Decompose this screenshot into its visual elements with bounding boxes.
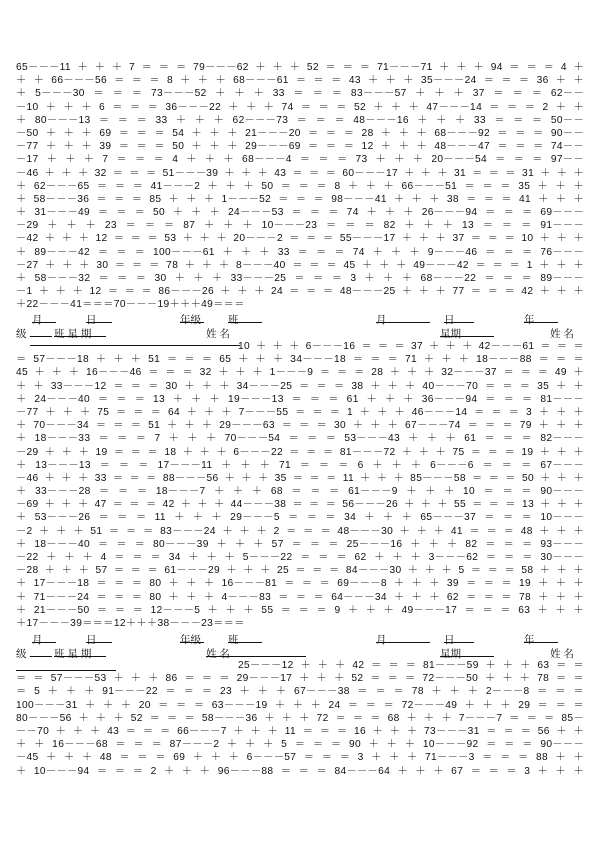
arithmetic-block-2	[16, 340, 584, 630]
blank-weekday[interactable]	[54, 646, 106, 657]
worksheet-line: ＋58－－－32＝＝＝30＋＋＋33－－－25＝＝＝3＋＋＋68－－－22＝＝＝89－－－	[16, 273, 584, 284]
worksheet-line: －17＋＋＋7＝＝＝4＋＋＋68－－－4＝＝＝73＋＋＋20－－－54＝＝＝97－－	[16, 154, 584, 166]
worksheet-line: ＋80－－－13＝＝＝33＋＋＋62－－－73＝＝＝48－－－16＋＋＋33＝＝＝50－－	[16, 114, 584, 126]
label-day: 日	[86, 634, 97, 646]
worksheet-line: 100－－－31＋＋＋20＝＝＝63－－－19＋＋＋24＝＝＝72－－－49＋＋＋29＝＝＝	[16, 699, 584, 711]
worksheet-line: 45＋＋＋16－－－46＝＝＝32＋＋＋1－－－9＝＝＝28＋＋＋32－－－37＝＝＝49＋	[16, 367, 584, 379]
worksheet-line: 10＋＋＋6－－－16＝＝＝37＋＋＋42－－－61＝＝＝	[238, 341, 584, 352]
worksheet-line: －45＋＋＋48＝＝＝69＋＋＋6－－－57＝＝＝3＋＋＋71－－－3＝＝＝88＋＋	[16, 752, 584, 764]
worksheet-line: －46＋＋＋33＝＝＝88－－－56＋＋＋35＝＝＝11＋＋＋85－－－58＝＝＝50＋＋＋	[16, 472, 584, 484]
worksheet-line: －29＋＋＋19＝＝＝18＋＋＋6－－－22＝＝＝81－－－72＋＋＋75＝＝＝19＋＋＋	[16, 446, 584, 458]
worksheet-line: ＋62－－－65＝＝＝41－－－2＋＋＋50＝＝＝8＋＋＋66－－－51＝＝＝35＋＋＋	[16, 180, 584, 192]
blank-weekday-right[interactable]	[440, 646, 494, 657]
worksheet-line: ＋18－－－33＝＝＝7＋＋＋70－－－54＝＝＝53－－－43＋＋＋61＝＝＝82－－－	[16, 433, 584, 445]
label-day-right: 日	[444, 634, 455, 646]
worksheet-line: ＝5＋＋＋91－－－22＝＝＝23＋＋＋67－－－38＝＝＝78＋＋＋2－－－8＝＝＝	[16, 686, 584, 698]
worksheet-line: ＋24－－－40＝＝＝13＋＋＋19－－－13＝＝＝61＋＋＋36－－－94＝＝＝81－－－	[16, 393, 584, 405]
worksheet-line: ＋＋16－－－68＝＝＝87－－－2＋＋＋5＝＝＝90＋＋＋10－－－92＝＝＝90－－－	[16, 739, 584, 751]
label-year-right: 年	[524, 314, 535, 326]
label-weekday-right: 星期	[440, 328, 461, 340]
label-grade: 年级	[180, 314, 201, 326]
worksheet-line: ＋18－－－40＝＝＝80－－－39＋＋＋57＝＝＝25－－－16＋＋＋82＝＝＝93－－－	[16, 538, 584, 550]
label-year-right: 年	[524, 634, 535, 646]
header-row-2	[16, 632, 584, 646]
worksheet-line: ＋89－－－42＝＝＝100－－－61＋＋＋33＝＝＝74＋＋＋9－－－46＝＝＝76－－－	[16, 246, 584, 258]
label-month-right: 月	[376, 314, 387, 326]
worksheet-line: ＋21－－－50＝＝＝12－－－5＋＋＋55＝＝＝9＋＋＋49－－－17＝＝＝63＋＋＋	[16, 604, 584, 616]
label-class: 班	[228, 634, 239, 646]
blank-weekday-right[interactable]	[440, 326, 494, 337]
worksheet-line: ＋10－－－94＝＝＝2＋＋＋96－－－88＝＝＝84－－－64＋＋＋67＝＝＝3＋＋＋	[16, 765, 584, 777]
worksheet-line: 25－－－12＋＋＋42＝＝＝81－－－59＋＋＋63＝＝	[238, 660, 584, 671]
label-class-weekday: 班 星 期	[54, 328, 92, 340]
worksheet-line: ＋17－－－39＝＝＝12＋＋＋38－－－23＝＝＝	[16, 617, 245, 629]
worksheet-line: －28＋＋＋57＝＝＝61－－－29＋＋＋25＝＝＝84－－－30＋＋＋5＝＝＝58＋＋＋	[16, 565, 584, 577]
label-month: 月	[32, 634, 43, 646]
label-class: 班	[228, 314, 239, 326]
worksheet-line: ＋＋33－－－12＝＝＝30＋＋＋34－－－25＝＝＝38＋＋＋40－－－70＝＝＝35＋＋	[16, 380, 584, 392]
worksheet-line: ＋13－－－13＝＝＝17－－－11＋＋＋71＝＝＝6＋＋＋6－－－6＝＝＝67－－－	[16, 459, 584, 471]
worksheet-line: ＋71－－－24＝＝＝80＋＋＋4－－－83＝＝＝64－－－34＋＋＋62＝＝＝78＋＋＋	[16, 591, 584, 603]
worksheet-line: ＋＋66－－－56＝＝＝8＋＋＋68－－－61＝＝＝43＋＋＋35－－－24＝＝＝36＋＋	[16, 75, 584, 87]
blank-name[interactable]	[206, 646, 306, 657]
worksheet-line: －2＋＋＋51＝＝＝83－－－24＋＋＋2＝＝＝48－－－30＋＋＋41＝＝＝48＋＋＋	[16, 525, 584, 537]
label-grade: 年级	[180, 634, 201, 646]
worksheet-line: －29＋＋＋23＝＝＝87＋＋＋10－－－23＝＝＝82＋＋＋13＝＝＝91－－－	[16, 220, 584, 232]
worksheet-line: ＋17－－－18＝＝＝80＋＋＋16－－－81＝＝＝69－－－8＋＋＋39＝＝＝19＋＋＋	[16, 578, 584, 590]
worksheet-line: ＝＝57－－－53＋＋＋86＝＝＝29－－－17＋＋＋52＝＝＝72－－－50＋＋＋78＝＝	[16, 673, 584, 685]
label-month: 月	[32, 314, 43, 326]
label-class-weekday: 班 星 期	[54, 648, 92, 660]
label-day: 日	[86, 314, 97, 326]
worksheet-line: －1＋＋＋12＝＝＝86－－－26＋＋＋24＝＝＝48－－－25＋＋＋77＝＝＝42＋＋＋	[16, 286, 584, 298]
worksheet-line: －69＋＋＋47＝＝＝42＋＋＋44－－－38＝＝＝56－－－26＋＋＋55＝＝＝13＋＋＋	[16, 499, 584, 511]
worksheet-line: －50＋＋＋69＝＝＝54＋＋＋21－－－20＝＝＝28＋＋＋68－－－92＝＝＝90－－	[16, 127, 584, 139]
label-level: 级	[16, 648, 27, 660]
worksheet-line: －77＋＋＋39＝＝＝50＋＋＋29－－－69＝＝＝12＋＋＋48－－－47＝＝＝74－－	[16, 141, 584, 153]
label-month-right: 月	[376, 634, 387, 646]
header-row-1b	[16, 326, 584, 340]
worksheet-line: －77＋＋＋75＝＝＝64＋＋＋7－－－55＝＝＝1＋＋＋46－－－14＝＝＝3＋＋＋	[16, 406, 584, 418]
arithmetic-block-3	[16, 659, 584, 778]
worksheet-line: －42＋＋＋12＝＝＝53＋＋＋20－－－2＝＝＝55－－－17＋＋＋37＝＝＝10＋＋＋	[16, 233, 584, 245]
worksheet-line: 80－－－56＋＋＋52＝＝＝58－－－36＋＋＋72＝＝＝68＋＋＋7－－－7＝＝＝85－	[16, 712, 584, 724]
label-name: 姓 名	[206, 648, 230, 660]
worksheet-line: －－70＋＋＋43＝＝＝66－－－7＋＋＋11＝＝＝16＋＋＋73－－－31＝＝＝56＋＋	[16, 725, 584, 737]
worksheet-line: ＋22－－－41＝＝＝70－－－19＋＋＋49＝＝＝	[16, 299, 245, 311]
label-name-right: 姓 名	[550, 648, 574, 660]
worksheet-line: ＋70－－－34＝＝＝51＋＋＋29－－－63＝＝＝30＋＋＋67－－－74＝＝＝79＋＋＋	[16, 420, 584, 432]
worksheet-line: 65－－－11＋＋＋7＝＝＝79－－－62＋＋＋52＝＝＝71－－－71＋＋＋94＝＝＝4＋	[16, 62, 584, 73]
worksheet-line: ＋5－－－30＝＝＝73－－－52＋＋＋33＝＝＝83－－－57＋＋＋37＝＝＝62－－	[16, 88, 584, 100]
worksheet-line: －22＋＋＋4＝＝＝34＋＋＋5－－－22＝＝＝62＋＋＋3－－－62＝＝＝30－－－	[16, 552, 584, 563]
header-row-2b	[16, 646, 584, 660]
worksheet-line: ＋31－－－49＝＝＝50＋＋＋24－－－53＝＝＝74＋＋＋26－－－94＝＝＝69－－－	[16, 207, 584, 219]
blank-class-2[interactable]	[30, 646, 52, 657]
worksheet-line: ＋58－－－36＝＝＝85＋＋＋1－－－52＝＝＝98－－－41＋＋＋38＝＝＝41＋＋＋	[16, 193, 584, 205]
label-weekday-right: 星期	[440, 648, 461, 660]
worksheet-line: ＝57－－－18＋＋＋51＝＝＝65＋＋＋34－－－18＝＝＝71＋＋＋18－－－88＝＝＝	[16, 354, 584, 366]
header-row-1	[16, 312, 584, 326]
label-day-right: 日	[444, 314, 455, 326]
arithmetic-block-1	[16, 61, 584, 312]
worksheet-line: －27＋＋＋30＝＝＝78＋＋＋8－－－40＝＝＝45＋＋＋49－－－42＝＝＝1＋＋＋	[16, 259, 584, 271]
label-name: 姓 名	[206, 328, 230, 340]
worksheet-line: －46＋＋＋32＝＝＝51－－－39＋＋＋43＝＝＝60－－－17＋＋＋31＝＝＝31＋＋＋	[16, 167, 584, 179]
label-name-right: 姓 名	[550, 328, 574, 340]
worksheet-line: ＋53－－－26＝＝＝11＋＋＋29－－－5＝＝＝34＋＋＋65－－－37＝＝＝10－－－	[16, 512, 584, 524]
worksheet-line: ＋33－－－28＝＝＝18－－－7＋＋＋68＝＝＝61－－－9＋＋＋10＝＝＝90－－－	[16, 486, 584, 498]
worksheet-line: －10＋＋＋6＝＝＝36－－－22＋＋＋74＝＝＝52＋＋＋47－－－14＝＝＝2＋＋	[16, 101, 584, 113]
label-level: 级	[16, 328, 27, 340]
